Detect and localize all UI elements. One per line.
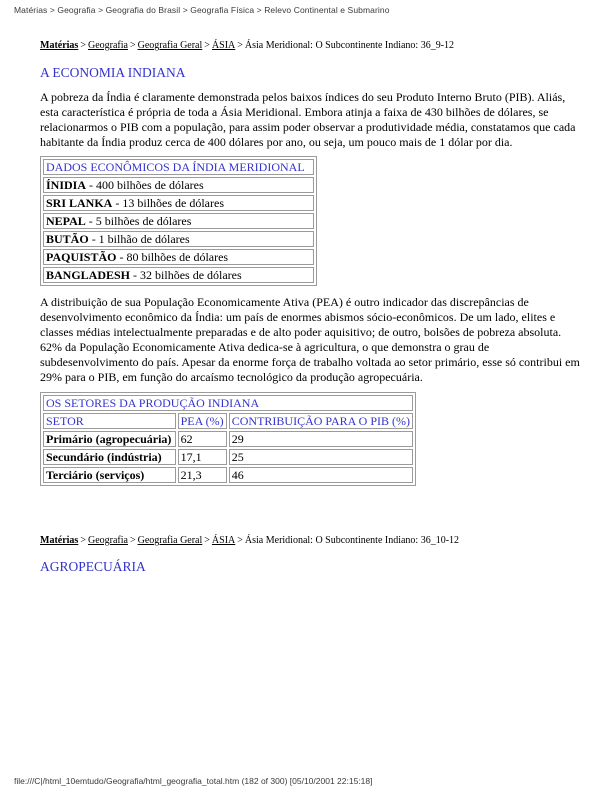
sector-name: Terciário (serviços): [43, 467, 176, 483]
table-row: [43, 213, 314, 229]
table-cell: [43, 249, 314, 265]
paragraph-economia: A pobreza da Índia é claramente demonstrada pelos baixos índices do seu Produto Interno Bruto (PIB). Aliás, esta característica é própria de toda a Ásia Meridional. Embora atinja a faixa de 430 bilhões de dólares, se relacionarmos o PIB com a população, para assim poder observar a produtividade média, constatamos que cada habitante da Índia produz cerca de 400 dólares por ano, ou seja, um pouco mais de 1 dólar por dia.: [40, 90, 576, 149]
breadcrumb-separator: >: [204, 40, 210, 51]
sector-pea: 17,1: [178, 449, 227, 465]
sector-pib: 25: [229, 449, 413, 465]
table-cell: [43, 213, 314, 229]
country-value: - 32 bilhões de dólares: [130, 268, 242, 282]
sector-name: Secundário (indústria): [43, 449, 176, 465]
country-label: ÍNIDIA: [46, 178, 87, 192]
table-row: [43, 467, 413, 483]
country-value: - 13 bilhões de dólares: [112, 196, 224, 210]
breadcrumb-trail: Ásia Meridional: O Subcontinente Indiano: 36_9-12: [244, 40, 455, 51]
country-value: - 400 bilhões de dólares: [86, 178, 204, 192]
breadcrumb-link-geografia-geral[interactable]: Geografia Geral: [137, 535, 203, 546]
country-value: - 80 bilhões de dólares: [116, 250, 229, 264]
section-heading-agropecuaria: AGROPECUÁRIA: [40, 559, 146, 574]
paragraph-pea: A distribuição de sua População Economicamente Ativa (PEA) é outro indicador das discrepâncias de desenvolvimento econômico da Índia: um país de enormes abismos sócio-econômicos. De um lado, elites e classes médias intelectualmente preparadas e de alto poder aquisitivo; de outro, bolsões de pobreza absoluta. 62% da População Economicamente Ativa dedica-se à agricultura, o que demonstra o grau de subdesenvolvimento do país. Apesar da enorme força de trabalho voltada ao setor primário, esse só contribui em 29% para o PIB, em função do arcaísmo tecnológico da produção agropecuária.: [40, 295, 580, 384]
table-row: [43, 231, 314, 247]
country-label: BUTÃO: [46, 232, 89, 246]
sector-pea: 62: [178, 431, 227, 447]
breadcrumb-separator: >: [80, 40, 86, 51]
table-title: OS SETORES DA PRODUÇÃO INDIANA: [43, 395, 413, 411]
table-row: [43, 431, 413, 447]
breadcrumb-link-materias[interactable]: Matérias: [40, 40, 79, 51]
table-cell: [43, 195, 314, 211]
breadcrumb-separator: >: [237, 40, 243, 51]
breadcrumb-separator: >: [204, 535, 210, 546]
breadcrumb-trail: Ásia Meridional: O Subcontinente Indiano: 36_10-12: [244, 535, 460, 546]
table-row: [43, 177, 314, 193]
table-cell: [43, 231, 314, 247]
section-heading-economia-indiana: A ECONOMIA INDIANA: [40, 65, 186, 80]
column-header-pea: PEA (%): [178, 413, 227, 429]
table-row: [43, 195, 314, 211]
sector-name: Primário (agropecuária): [43, 431, 176, 447]
page-content: [40, 40, 580, 584]
table-header-row: [43, 413, 413, 429]
table-title-row: [43, 159, 314, 175]
table-title: DADOS ECONÔMICOS DA ÍNDIA MERIDIONAL: [43, 159, 314, 175]
country-value: - 1 bilhão de dólares: [88, 232, 190, 246]
breadcrumb-separator: >: [237, 535, 243, 546]
country-label: PAQUISTÃO: [46, 250, 117, 264]
breadcrumb: [40, 40, 580, 52]
column-header-pib: CONTRIBUIÇÃO PARA O PIB (%): [229, 413, 413, 429]
economic-data-table: [40, 156, 317, 286]
print-footer: file:///C|/html_10emtudo/Geografia/html_geografia_total.htm (182 of 300) [05/10/2001 22:15:18]: [14, 776, 373, 786]
breadcrumb-separator: >: [129, 40, 136, 51]
breadcrumb-link-asia[interactable]: ÁSIA: [211, 40, 236, 51]
column-header-setor: SETOR: [43, 413, 176, 429]
breadcrumb-link-geografia[interactable]: Geografia: [87, 40, 128, 51]
sector-pib: 29: [229, 431, 413, 447]
country-label: SRI LANKA: [46, 196, 113, 210]
country-value: - 5 bilhões de dólares: [85, 214, 192, 228]
table-row: [43, 267, 314, 283]
breadcrumb-separator: >: [80, 535, 86, 546]
table-cell: [43, 267, 314, 283]
sector-pib: 46: [229, 467, 413, 483]
table-row: [43, 449, 413, 465]
breadcrumb-link-geografia-geral[interactable]: Geografia Geral: [137, 40, 203, 51]
production-sectors-table: [40, 392, 416, 486]
breadcrumb-link-asia[interactable]: ÁSIA: [211, 535, 236, 546]
breadcrumb-link-materias[interactable]: Matérias: [40, 535, 79, 546]
breadcrumb-link-geografia[interactable]: Geografia: [87, 535, 128, 546]
print-header: Matérias > Geografia > Geografia do Brasil > Geografia Física > Relevo Continental e Submarino: [14, 5, 390, 15]
table-row: [43, 249, 314, 265]
table-title-row: [43, 395, 413, 411]
country-label: BANGLADESH: [46, 268, 131, 282]
breadcrumb: [40, 535, 580, 547]
country-label: NEPAL: [46, 214, 86, 228]
sector-pea: 21,3: [178, 467, 227, 483]
breadcrumb-separator: >: [129, 535, 136, 546]
table-cell: [43, 177, 314, 193]
